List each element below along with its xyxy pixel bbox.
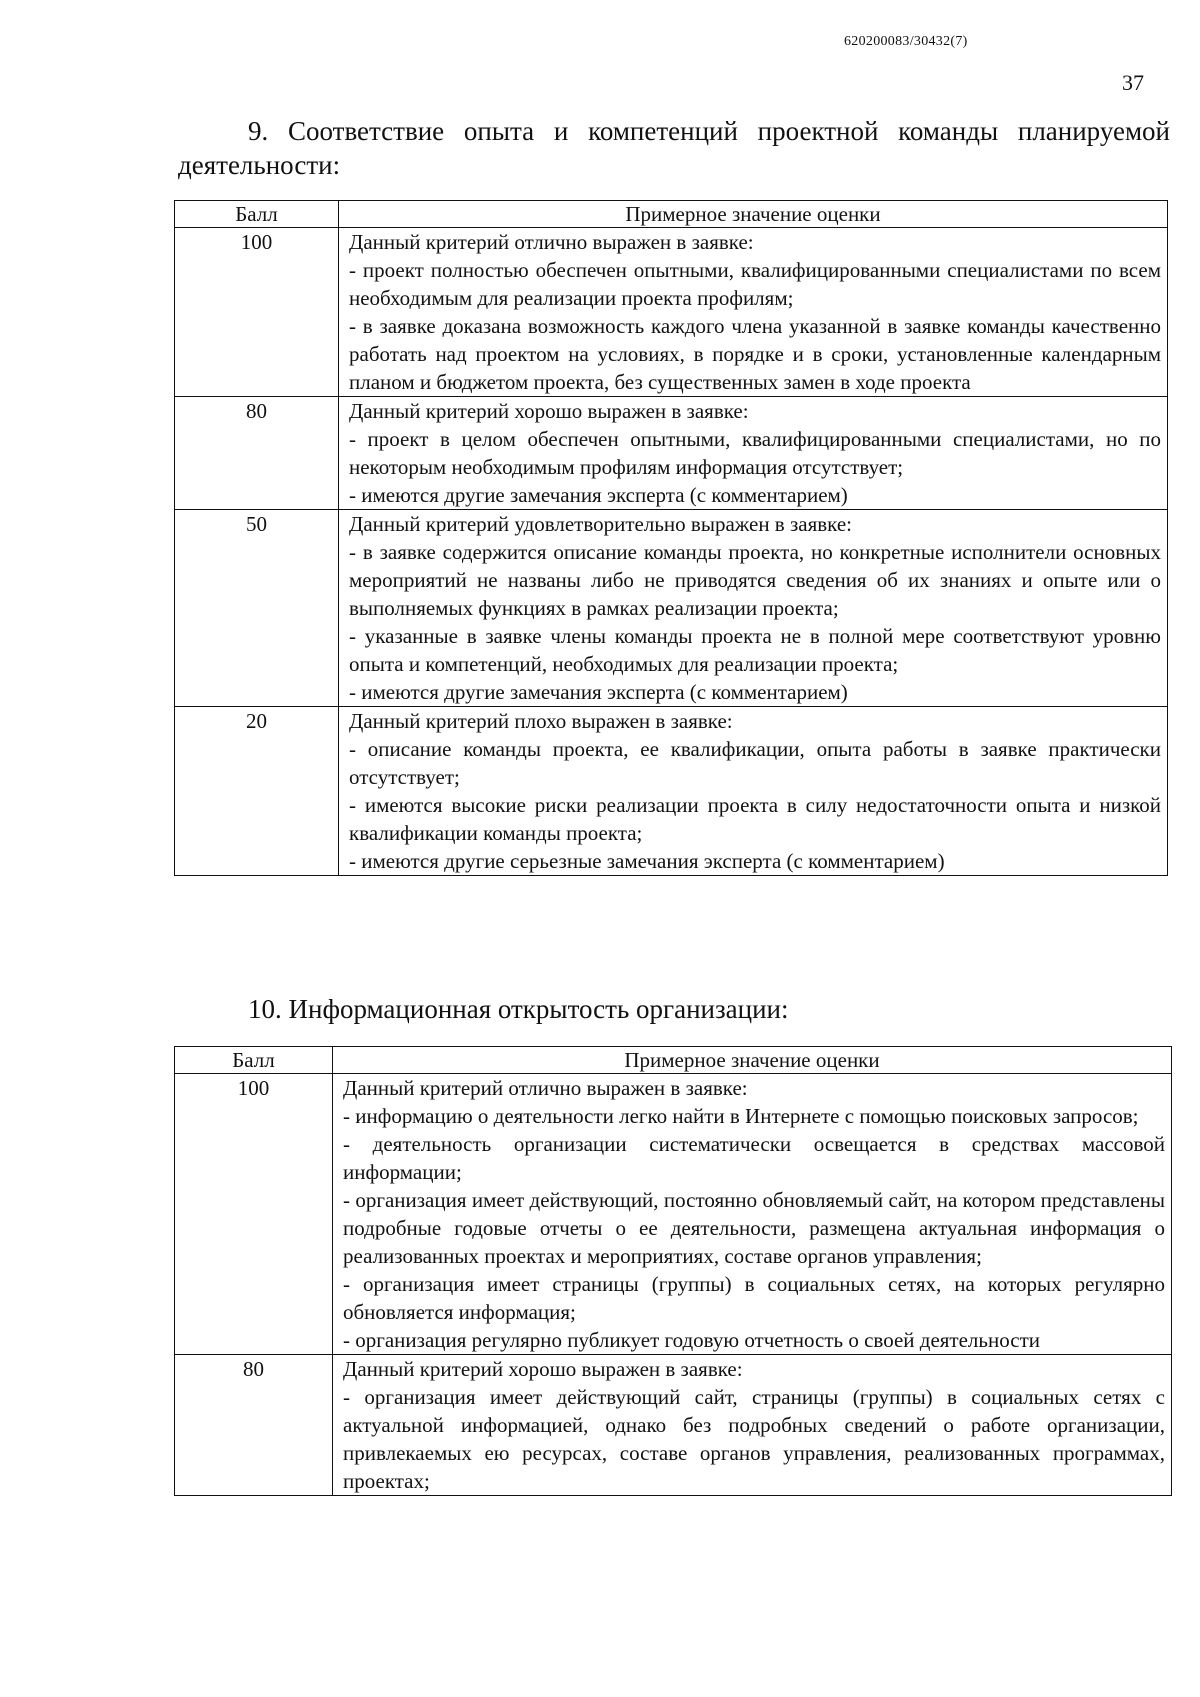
table-row (175, 397, 1168, 510)
description-line: Данный критерий удовлетворительно выражен в заявке: (349, 512, 852, 536)
description-line: - имеются высокие риски реализации проекта в силу недостаточности опыта и низкой квалификации команды проекта; (349, 793, 1161, 845)
score-cell: 80 (175, 1355, 333, 1496)
description-line: Данный критерий хорошо выражен в заявке: (349, 399, 749, 423)
column-header-score: Балл (175, 1047, 333, 1074)
table-row (175, 1355, 1172, 1496)
description-line: Данный критерий плохо выражен в заявке: (349, 709, 733, 733)
column-header-description: Примерное значение оценки (339, 201, 1168, 228)
description-cell (339, 228, 1168, 397)
table-row (175, 510, 1168, 707)
description-line: - проект полностью обеспечен опытными, квалифицированными специалистами по всем необходимым для реализации проекта профилям; (349, 258, 1161, 310)
description-line: - проект в целом обеспечен опытными, квалифицированными специалистами, но по некоторым необходимым профилям информация отсутствует; (349, 427, 1161, 479)
description-line: - имеются другие замечания эксперта (с комментарием) (349, 680, 848, 704)
description-cell (339, 510, 1168, 707)
description-line: - в заявке содержится описание команды проекта, но конкретные исполнители основных мероприятий не названы либо не приводятся сведения об их знаниях и опыте или о выполняемых функциях в рамках реализации проекта; (349, 540, 1161, 620)
section-10-title: 10. Информационная открытость организации: (248, 994, 789, 1024)
description-line: - указанные в заявке члены команды проекта не в полной мере соответствуют уровню опыта и компетенций, необходимых для реализации проекта; (349, 624, 1161, 676)
page-number: 37 (1122, 70, 1144, 95)
description-line: - организация регулярно публикует годовую отчетность о своей деятельности (343, 1328, 1040, 1352)
description-line: - имеются другие серьезные замечания эксперта (с комментарием) (349, 849, 945, 873)
description-line: Данный критерий отлично выражен в заявке: (343, 1076, 748, 1100)
description-line: - в заявке доказана возможность каждого члена указанной в заявке команды качественно работать над проектом на условиях, в порядке и в сроки, установленные календарным планом и бюджетом проекта, без существенных замен в ходе проекта (349, 314, 1161, 394)
description-cell (333, 1355, 1172, 1496)
table-header-row (175, 1047, 1172, 1074)
score-cell: 20 (175, 707, 339, 876)
column-header-description: Примерное значение оценки (333, 1047, 1172, 1074)
description-line: - организация имеет страницы (группы) в социальных сетях, на которых регулярно обновляется информация; (343, 1272, 1165, 1324)
section-9-title: 9. Соответствие опыта и компетенций проектной команды планируемой деятельности: (178, 116, 1170, 180)
score-cell: 80 (175, 397, 339, 510)
description-line: - имеются другие замечания эксперта (с комментарием) (349, 483, 848, 507)
criteria-table-9 (174, 200, 1168, 876)
score-cell: 50 (175, 510, 339, 707)
document-id: 620200083/30432(7) (844, 34, 968, 49)
description-line: - информацию о деятельности легко найти в Интернете с помощью поисковых запросов; (343, 1104, 1139, 1128)
table-header-row (175, 201, 1168, 228)
score-cell: 100 (175, 1074, 333, 1355)
description-line: - деятельность организации систематически освещается в средствах массовой информации; (343, 1132, 1165, 1184)
column-header-score: Балл (175, 201, 339, 228)
description-line: - организация имеет действующий сайт, страницы (группы) в социальных сетях с актуальной информацией, однако без подробных сведений о работе организации, привлекаемых ею ресурсах, составе органов управления, реализованных программах, проектах; (343, 1385, 1165, 1493)
score-cell: 100 (175, 228, 339, 397)
criteria-table-10 (174, 1046, 1172, 1496)
table-row (175, 707, 1168, 876)
description-line: Данный критерий отлично выражен в заявке: (349, 230, 754, 254)
table-row (175, 1074, 1172, 1355)
description-line: - описание команды проекта, ее квалификации, опыта работы в заявке практически отсутствует; (349, 737, 1161, 789)
description-line: - организация имеет действующий, постоянно обновляемый сайт, на котором представлены подробные годовые отчеты о ее деятельности, размещена актуальная информация о реализованных проектах и мероприятиях, составе органов управления; (343, 1188, 1165, 1268)
description-line: Данный критерий хорошо выражен в заявке: (343, 1357, 743, 1381)
description-cell (339, 707, 1168, 876)
description-cell (333, 1074, 1172, 1355)
table-row (175, 228, 1168, 397)
description-cell (339, 397, 1168, 510)
